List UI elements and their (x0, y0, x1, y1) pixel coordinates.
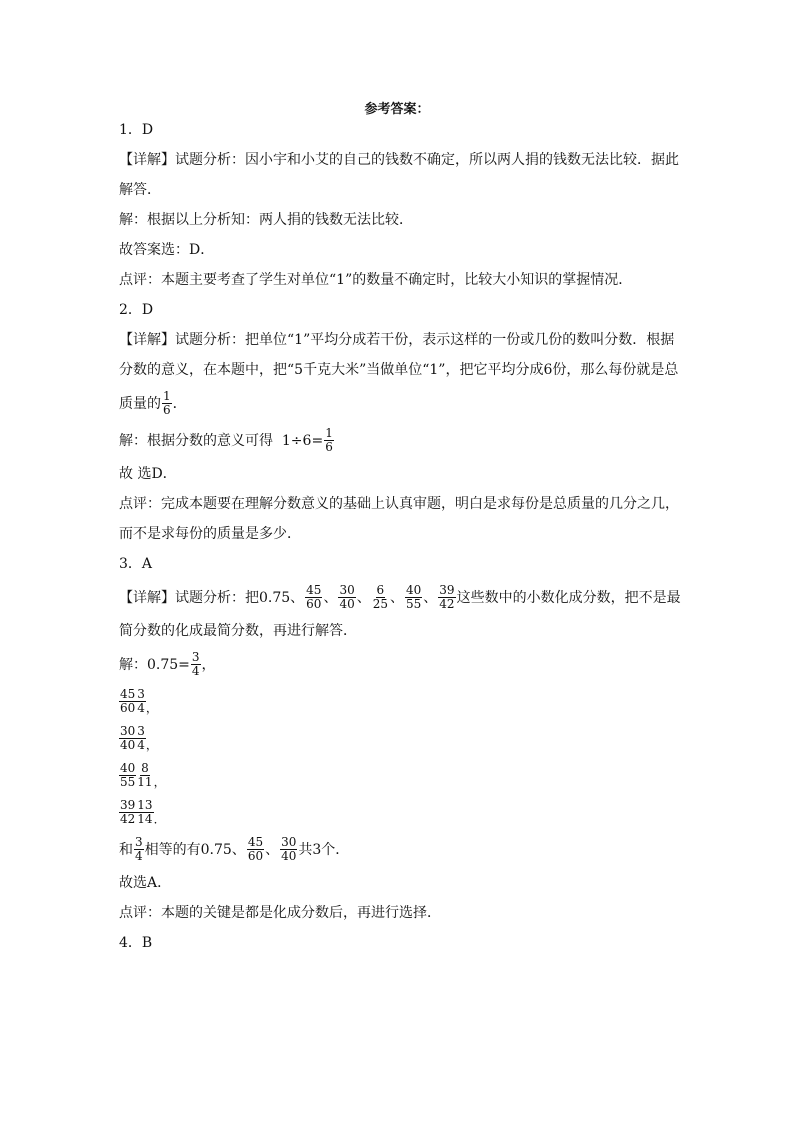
answer-content (119, 120, 679, 953)
q3-conclusion: 和 3 4 相等的有0.75、 45 60 、 30 40 共3个． (119, 835, 350, 863)
fraction: 45 60 (120, 687, 136, 715)
fraction: $\frac{3}{4}$ (191, 650, 200, 678)
q1-answer: 故答案选：D． (119, 242, 215, 258)
q3-comment: 点评：本题的关键是都是化成分数后，再进行选择． (119, 905, 441, 921)
q3-detail-line-1: 【详解】试题分析：把0.75、 45 60 、 30 40 、 6 25 、 40 55 、 39 42 这些数中的小数化成分数，把不是最 (119, 583, 681, 611)
q2-number: 2．D (119, 302, 154, 318)
q2-comment-line-2: 而不是求每份的质量是多少． (119, 526, 301, 542)
q3-number: 3．A (119, 556, 153, 572)
fraction: 39 42 (120, 798, 136, 826)
q3-solution: 解：0.75= $\frac{3}{4}$ ， (119, 650, 216, 678)
q4-number: 4．B (119, 935, 153, 951)
q3-equation-1: 45 60 3 4 ， (120, 687, 158, 715)
q2-solution: 解：根据分数的意义可得 1÷6= $\frac{1}{6}$ (119, 426, 333, 454)
q2-comment-line-1: 点评：完成本题要在理解分数意义的基础上认真审题，明白是求每份是总质量的几分之几， (119, 496, 679, 512)
fraction: 6 25 (372, 583, 389, 611)
fraction: 3 4 (137, 724, 145, 752)
q2-detail-line-1: 【详解】试题分析：把单位“1”平均分成若干份，表示这样的一份或几份的数叫分数．根据 (119, 332, 675, 348)
q2-detail-line-2: 分数的意义，在本题中，把“5千克大米”当做单位“1”，把它平均分成6份，那么每份就是总 (119, 362, 679, 378)
fraction: 8 11 (137, 761, 153, 789)
q3-equation-4: 39 42 13 14 ． (120, 798, 166, 826)
q2-answer: 故 选D． (119, 466, 177, 482)
fraction: 45 60 (247, 835, 264, 863)
fraction: 40 55 (406, 583, 422, 611)
fraction: 45 60 (306, 583, 322, 611)
fraction: 30 40 (339, 583, 355, 611)
fraction: 3 4 (135, 835, 143, 863)
q3-answer: 故选A． (119, 875, 172, 891)
fraction: 30 40 (120, 724, 136, 752)
fraction: $\frac{1}{6}$ (325, 426, 333, 454)
q3-detail-line-2: 简分数的化成最简分数，再进行解答． (119, 623, 357, 639)
q3-equation-2: 30 40 3 4 ， (120, 724, 158, 752)
page-title: 参考答案： (364, 102, 430, 117)
q1-solution: 解：根据以上分析知：两人捐的钱数无法比较． (119, 212, 413, 228)
fraction: 30 40 (281, 835, 297, 863)
q1-detail-line-2: 解答． (119, 182, 161, 198)
q2-detail-line-3: 质量的 1 6 ． (119, 389, 187, 417)
fraction: 1 6 (163, 389, 171, 417)
q3-equation-3: 40 55 8 11 ， (120, 761, 166, 789)
q2-detail-3-text: 质量的 (119, 395, 161, 412)
q1-number: 1．D (119, 122, 154, 138)
fraction: 3 4 (137, 687, 145, 715)
fraction: 39 42 (439, 583, 455, 611)
fraction: 13 14 (137, 798, 153, 826)
q1-comment: 点评：本题主要考查了学生对单位“1”的数量不确定时，比较大小知识的掌握情况． (119, 272, 633, 288)
q1-detail-line-1: 【详解】试题分析：因小宇和小艾的自己的钱数不确定，所以两人捐的钱数无法比较．据此 (119, 152, 679, 168)
fraction: 40 55 (120, 761, 136, 789)
